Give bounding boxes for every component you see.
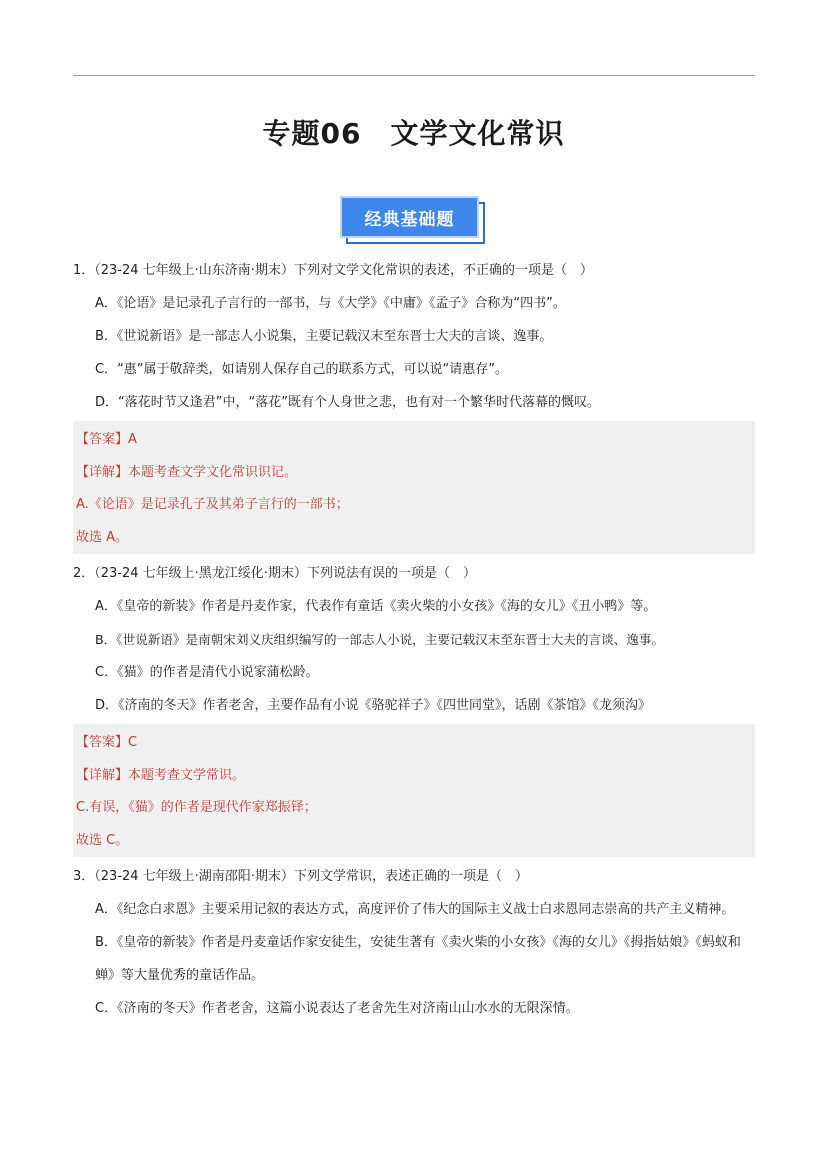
question-list — [73, 254, 755, 1025]
answer-value: A — [128, 432, 137, 447]
conclusion-line: 故选 C。 — [76, 832, 129, 848]
option-a: A．《论语》是记录孔子言行的一部书，与《大学》《中庸》《孟子》合称为“四书”。 — [95, 296, 566, 311]
option-a: A．《皇帝的新装》作者是丹麦作家，代表作有童话《卖火柴的小女孩》《海的女儿》《丑小鸭》等。 — [95, 599, 657, 614]
answer-box — [73, 421, 755, 554]
answer-tag: 【答案】 — [76, 735, 129, 750]
detail-line — [76, 760, 751, 793]
answer-line — [76, 424, 751, 457]
detail-line — [76, 457, 751, 490]
option-c: C．《济南的冬天》作者老舍，这篇小说表达了老舍先生对济南山山水水的无限深情。 — [95, 1001, 579, 1016]
answer-tag: 【答案】 — [76, 432, 129, 447]
detail-text: 本题考查文学文化常识识记。 — [128, 464, 298, 480]
page-title: 专题06 文学文化常识 — [262, 117, 565, 150]
question-1 — [73, 254, 755, 554]
question-2 — [73, 557, 755, 857]
conclusion-line: 故选 A。 — [76, 529, 129, 545]
answer-box — [73, 724, 755, 857]
header-rule — [73, 75, 755, 76]
question-3 — [73, 860, 755, 1025]
option-d: D．“落花时节又逢君”中，“落花”既有个人身世之悲，也有对一个繁华时代落幕的慨叹。 — [95, 395, 600, 410]
explain-line: A.《论语》是记录孔子及其弟子言行的一部书； — [76, 497, 349, 512]
question-stem: 2．（23-24 七年级上·黑龙江绥化·期末）下列说法有误的一项是（ ） — [73, 566, 476, 581]
section-badge-label: 经典基础题 — [340, 196, 479, 238]
option-b: B．《皇帝的新装》作者是丹麦童话作家安徒生，安徒生著有《卖火柴的小女孩》《海的女儿》《拇指姑娘》《蚂蚁和蝉》等大量优秀的童话作品。 — [95, 935, 741, 983]
question-stem: 1．（23-24 七年级上·山东济南·期末）下列对文学文化常识的表述，不正确的一项是（ ） — [73, 263, 593, 278]
explain-line: C.有误，《猫》的作者是现代作家郑振铎； — [76, 800, 317, 815]
option-b: B．《世说新语》是一部志人小说集，主要记载汉末至东晋士大夫的言谈、逸事。 — [95, 329, 553, 344]
option-a: A．《纪念白求恩》主要采用记叙的表达方式，高度评价了伟大的国际主义战士白求恩同志崇高的共产主义精神。 — [95, 902, 735, 917]
option-c: C．“惠”属于敬辞类，如请别人保存自己的联系方式，可以说“请惠存”。 — [95, 362, 509, 377]
detail-tag: 【详解】 — [76, 767, 129, 783]
answer-value: C — [128, 735, 138, 750]
detail-tag: 【详解】 — [76, 464, 129, 480]
option-d: D．《济南的冬天》作者老舍，主要作品有小说《骆驼祥子》《四世同堂》，话剧《茶馆》《龙须沟》 — [95, 698, 652, 713]
option-b: B．《世说新语》是南朝宋刘义庆组织编写的一部志人小说，主要记载汉末至东晋士大夫的言谈、逸事。 — [95, 632, 665, 647]
option-c: C．《猫》的作者是清代小说家蒲松龄。 — [95, 665, 319, 680]
section-badge — [340, 196, 485, 244]
question-stem: 3．（23-24 七年级上·湖南邵阳·期末）下列文学常识，表述正确的一项是（ ） — [73, 869, 528, 884]
detail-text: 本题考查文学常识。 — [128, 767, 246, 783]
answer-line — [76, 727, 751, 760]
